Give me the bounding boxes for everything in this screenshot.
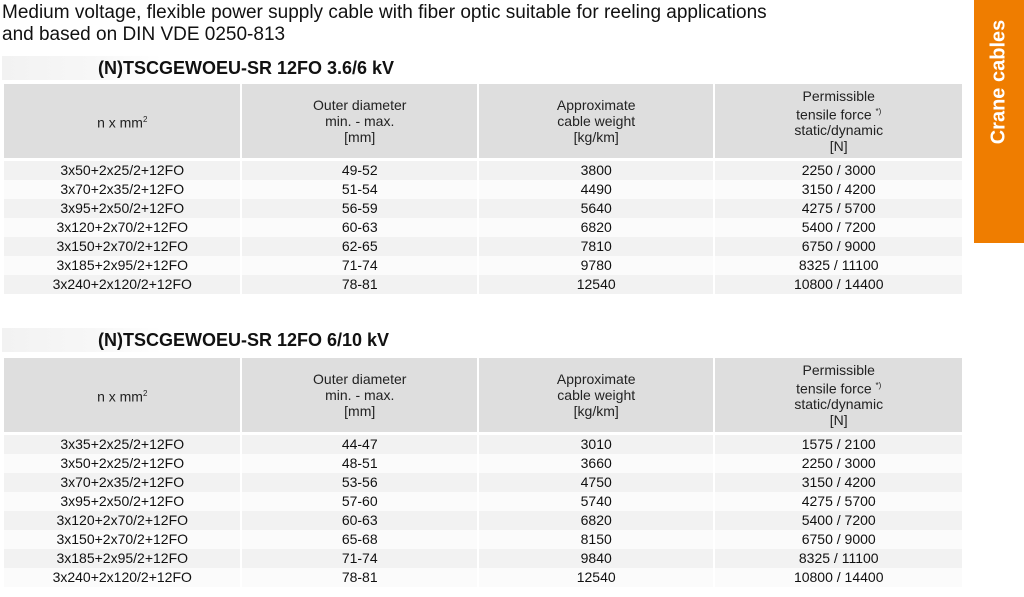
section-title-2 (2, 328, 962, 352)
cell-cross-section: 3x185+2x95/2+12FO (4, 549, 240, 568)
table-row (4, 549, 962, 568)
cell-cable-weight: 9840 (479, 549, 713, 568)
cell-tensile-force: 5400 / 7200 (715, 511, 962, 530)
side-tab-crane-cables[interactable] (974, 0, 1024, 243)
table-row (4, 568, 962, 587)
cell-cross-section: 3x70+2x35/2+12FO (4, 473, 240, 492)
cell-tensile-force: 6750 / 9000 (715, 530, 962, 549)
table-row (4, 256, 962, 275)
header-tensile-force: Permissible tensile force *) static/dynamic [N] (715, 84, 962, 161)
table-header-row (4, 84, 962, 161)
cell-cable-weight: 12540 (479, 568, 713, 587)
cell-tensile-force: 10800 / 14400 (715, 275, 962, 294)
cell-tensile-force: 2250 / 3000 (715, 454, 962, 473)
table-row (4, 199, 962, 218)
table-row (4, 180, 962, 199)
cell-cross-section: 3x95+2x50/2+12FO (4, 492, 240, 511)
side-tab-label: Crane cables (987, 19, 1010, 145)
table-row (4, 492, 962, 511)
cell-cable-weight: 4490 (479, 180, 713, 199)
cell-cable-weight: 9780 (479, 256, 713, 275)
cell-outer-diameter: 78-81 (242, 275, 476, 294)
cell-outer-diameter: 44-47 (242, 435, 476, 454)
cell-cross-section: 3x70+2x35/2+12FO (4, 180, 240, 199)
cell-outer-diameter: 65-68 (242, 530, 476, 549)
cell-tensile-force: 8325 / 11100 (715, 256, 962, 275)
table-row (4, 435, 962, 454)
cell-outer-diameter: 60-63 (242, 218, 476, 237)
cell-outer-diameter: 78-81 (242, 568, 476, 587)
cell-tensile-force: 6750 / 9000 (715, 237, 962, 256)
header-outer-diameter: Outer diameter min. - max. [mm] (242, 84, 476, 161)
cell-cross-section: 3x150+2x70/2+12FO (4, 530, 240, 549)
cell-tensile-force: 1575 / 2100 (715, 435, 962, 454)
cell-tensile-force: 3150 / 4200 (715, 180, 962, 199)
section-title-text: (N)TSCGEWOEU-SR 12FO 6/10 kV (98, 330, 390, 350)
cell-cable-weight: 3010 (479, 435, 713, 454)
header-cross-section: n x $mm^2$ (4, 84, 240, 161)
cell-tensile-force: 10800 / 14400 (715, 568, 962, 587)
cell-cross-section: 3x150+2x70/2+12FO (4, 237, 240, 256)
cell-tensile-force: 5400 / 7200 (715, 218, 962, 237)
cell-cable-weight: 5640 (479, 199, 713, 218)
cell-cross-section: 3x185+2x95/2+12FO (4, 256, 240, 275)
cell-outer-diameter: 57-60 (242, 492, 476, 511)
cell-outer-diameter: 48-51 (242, 454, 476, 473)
cell-cable-weight: 8150 (479, 530, 713, 549)
header-cable-weight: Approximate cable weight [kg/km] (479, 358, 713, 435)
cell-cross-section: 3x95+2x50/2+12FO (4, 199, 240, 218)
intro-text (2, 2, 902, 46)
header-tensile-force: Permissible tensile force *) static/dynamic [N] (715, 358, 962, 435)
cell-tensile-force: 4275 / 5700 (715, 492, 962, 511)
cell-outer-diameter: 71-74 (242, 549, 476, 568)
cell-cable-weight: 7810 (479, 237, 713, 256)
intro-line-2: and based on DIN VDE 0250-813 (2, 24, 286, 45)
cell-cross-section: 3x240+2x120/2+12FO (4, 568, 240, 587)
cell-cross-section: 3x50+2x25/2+12FO (4, 454, 240, 473)
cell-outer-diameter: 62-65 (242, 237, 476, 256)
section-title-1 (2, 56, 962, 80)
cell-cable-weight: 12540 (479, 275, 713, 294)
table-row (4, 511, 962, 530)
intro-line-1: Medium voltage, flexible power supply cable with fiber optic suitable for reeling applications (2, 2, 767, 23)
cell-cross-section: 3x120+2x70/2+12FO (4, 218, 240, 237)
cell-cross-section: 3x120+2x70/2+12FO (4, 511, 240, 530)
cell-cable-weight: 3660 (479, 454, 713, 473)
table-header-row (4, 358, 962, 435)
cell-cross-section: 3x50+2x25/2+12FO (4, 161, 240, 180)
table-row (4, 473, 962, 492)
header-cable-weight: Approximate cable weight [kg/km] (479, 84, 713, 161)
cell-outer-diameter: 71-74 (242, 256, 476, 275)
cell-cross-section: 3x35+2x25/2+12FO (4, 435, 240, 454)
table-row (4, 530, 962, 549)
cell-outer-diameter: 53-56 (242, 473, 476, 492)
header-outer-diameter: Outer diameter min. - max. [mm] (242, 358, 476, 435)
cell-outer-diameter: 56-59 (242, 199, 476, 218)
section-title-text: (N)TSCGEWOEU-SR 12FO 3.6/6 kV (98, 58, 395, 78)
cell-outer-diameter: 60-63 (242, 511, 476, 530)
cable-table-3-6kv (2, 84, 964, 294)
cable-table-6-10kv (2, 358, 964, 587)
table-row (4, 275, 962, 294)
cell-outer-diameter: 49-52 (242, 161, 476, 180)
cell-tensile-force: 3150 / 4200 (715, 473, 962, 492)
cell-cable-weight: 6820 (479, 511, 713, 530)
table-row (4, 218, 962, 237)
cell-cross-section: 3x240+2x120/2+12FO (4, 275, 240, 294)
cell-cable-weight: 4750 (479, 473, 713, 492)
table-row (4, 161, 962, 180)
cell-tensile-force: 4275 / 5700 (715, 199, 962, 218)
cell-cable-weight: 5740 (479, 492, 713, 511)
table-row (4, 237, 962, 256)
cell-tensile-force: 8325 / 11100 (715, 549, 962, 568)
cell-cable-weight: 3800 (479, 161, 713, 180)
table-row (4, 454, 962, 473)
header-cross-section: n x $mm^2$ (4, 358, 240, 435)
cell-tensile-force: 2250 / 3000 (715, 161, 962, 180)
cell-outer-diameter: 51-54 (242, 180, 476, 199)
cell-cable-weight: 6820 (479, 218, 713, 237)
